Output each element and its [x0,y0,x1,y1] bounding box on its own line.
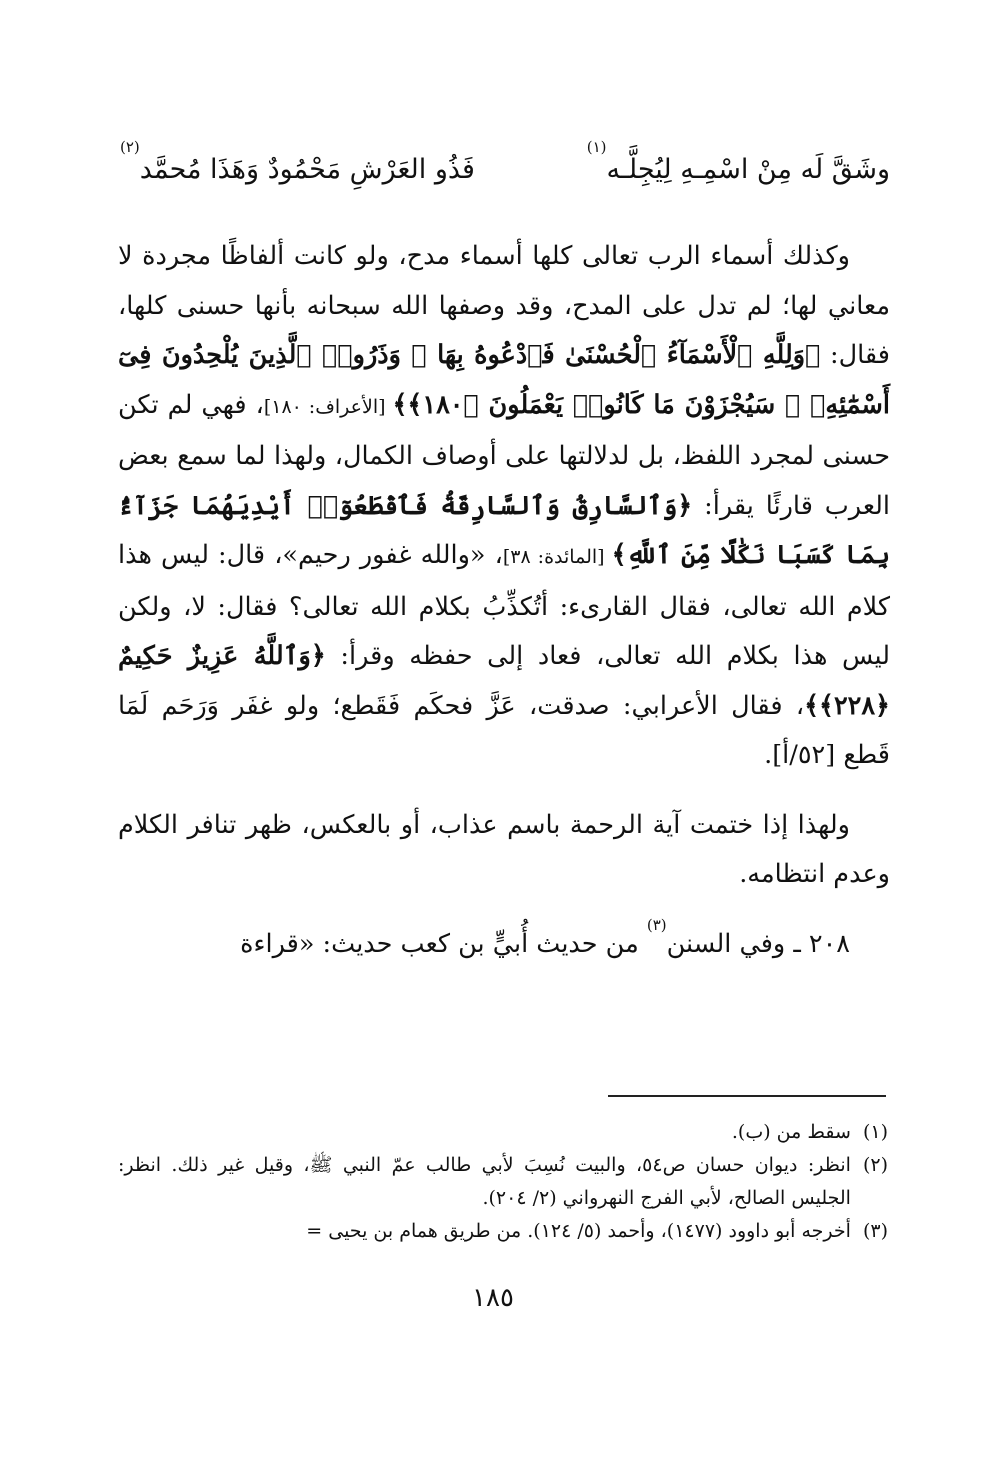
surah-reference: [الأعراف: ١٨٠] [263,395,393,418]
poem-verse [120,138,890,198]
paragraph: ٢٠٨ ـ وفي السنن$^{(٣)}$ من حديث أُبيٍّ بن كعب حديث: «قراءة [240,915,850,959]
quran-verse: ﴿وَلِلَّهِ ٱلْأَسْمَآءُ ٱلْحُسْنَىٰ فَٱدْعُوهُ بِهَا ۖ وَذَرُوا۟ ٱلَّذِينَ يُلْحِدُونَ فِىٓ أَسْمَٰٓئِهِۦ ۚ سَيُجْزَوْنَ مَا كَانُوا۟ يَعْمَلُونَ ﴿١٨٠﴾﴾ [118,340,890,420]
footnote-number: (٣) [862,1220,888,1242]
footnote-marker: (٢) [120,138,140,156]
hadith-number: ٢٠٨ ـ وفي السنن [666,928,850,959]
footnote-text: سقط من (ب). [731,1121,851,1143]
footnote-marker: (٣) [646,915,667,934]
footnote-text: انظر: ديوان حسان ص٥٤، والبيت نُسِبَ لأبي طالب عمّ النبي ﷺ، وقيل غير ذلك. انظر: الجليس الصالح، لأبي الفرج النهرواني (٢/ ٢٠٤). [118,1154,851,1209]
paragraph: ولهذا إذا ختمت آية الرحمة باسم عذاب، أو بالعكس، ظهر تنافر الكلام وعدم انتظامه. [118,809,890,889]
footnote [118,1116,888,1149]
surah-reference: [المائدة: ٣٨] [502,546,612,568]
page-number: ١٨٥ [472,1283,514,1313]
quran-verse: ﴿وَٱللَّهُ عَزِيزٌ حَكِيمٌ ﴿٢٢٨﴾﴾ [118,641,890,721]
footnote-number: (١) [862,1121,888,1143]
verse-first-hemistich: وشَقَّ لَه مِنْ اسْمِـهِ لِيُجِلَّـه$^{(١)}$ [586,138,890,185]
footnotes [118,1116,888,1248]
main-text [118,232,890,969]
footnote [118,1149,888,1215]
quran-verse: ﴿وَٱلسَّارِقُ وَٱلسَّارِقَةُ فَٱقْطَعُوٓا۟ أَيْدِيَهُمَا جَزَآءًۢ بِمَا كَسَبَا نَكَٰلًا مِّنَ ٱللَّهِ﴾ [118,490,891,570]
paragraph: وكذلك أسماء الرب تعالى كلها أسماء مدح، ولو كانت ألفاظًا مجردة لا معاني لها؛ لم تدل على المدح، وقد وصفها الله سبحانه بأنها حسنى كلها، فقال: ﴿وَلِلَّهِ ٱلْأَسْمَآءُ ٱلْحُسْنَىٰ فَٱدْعُوهُ بِهَا ۖ وَذَرُوا۟ ٱلَّذِينَ يُلْحِدُونَ فِىٓ أَسْمَٰٓئِهِۦ ۚ سَيُجْزَوْنَ مَا كَانُوا۟ يَعْمَلُونَ ﴿١٨٠﴾﴾ [الأعراف: ١٨٠]، فهي لم تكن حسنى لمجرد اللفظ، بل لدلالتها على أوصاف الكمال، ولهذا لما سمع بعض العرب قارئًا يقرأ: ﴿وَٱلسَّارِقُ وَٱلسَّارِقَةُ فَٱقْطَعُوٓا۟ أَيْدِيَهُمَا جَزَآءًۢ بِمَا كَسَبَا نَكَٰلًا مِّنَ ٱللَّهِ﴾ [المائدة: ٣٨]، «والله غفور رحيم»، قال: ليس هذا كلام الله تعالى، فقال القارىء: أتُكذِّبُ بكلام الله تعالى؟ فقال: لا، ولكن ليس هذا بكلام الله تعالى، فعاد إلى حفظه وقرأ: ﴿وَٱللَّهُ عَزِيزٌ حَكِيمٌ ﴿٢٢٨﴾﴾، فقال الأعرابي: صدقت، عَزَّ فحكَم فَقَطع؛ ولو غفَر وَرَحَم لَمَا قَطع [٥٢/أ]. [118,241,891,770]
footnote [118,1215,888,1248]
footnote-divider [608,1095,886,1097]
footnote-marker: (١) [586,138,607,156]
footnote-number: (٢) [862,1154,888,1176]
verse-second-hemistich: فَذُو العَرْشِ مَحْمُودٌ وَهَذَا مُحمَّد$^{(٢)}$ [120,138,475,185]
footnote-text: أخرجه أبو داوود (١٤٧٧)، وأحمد (٥/ ١٢٤). من طريق همام بن يحيى = [306,1220,851,1242]
